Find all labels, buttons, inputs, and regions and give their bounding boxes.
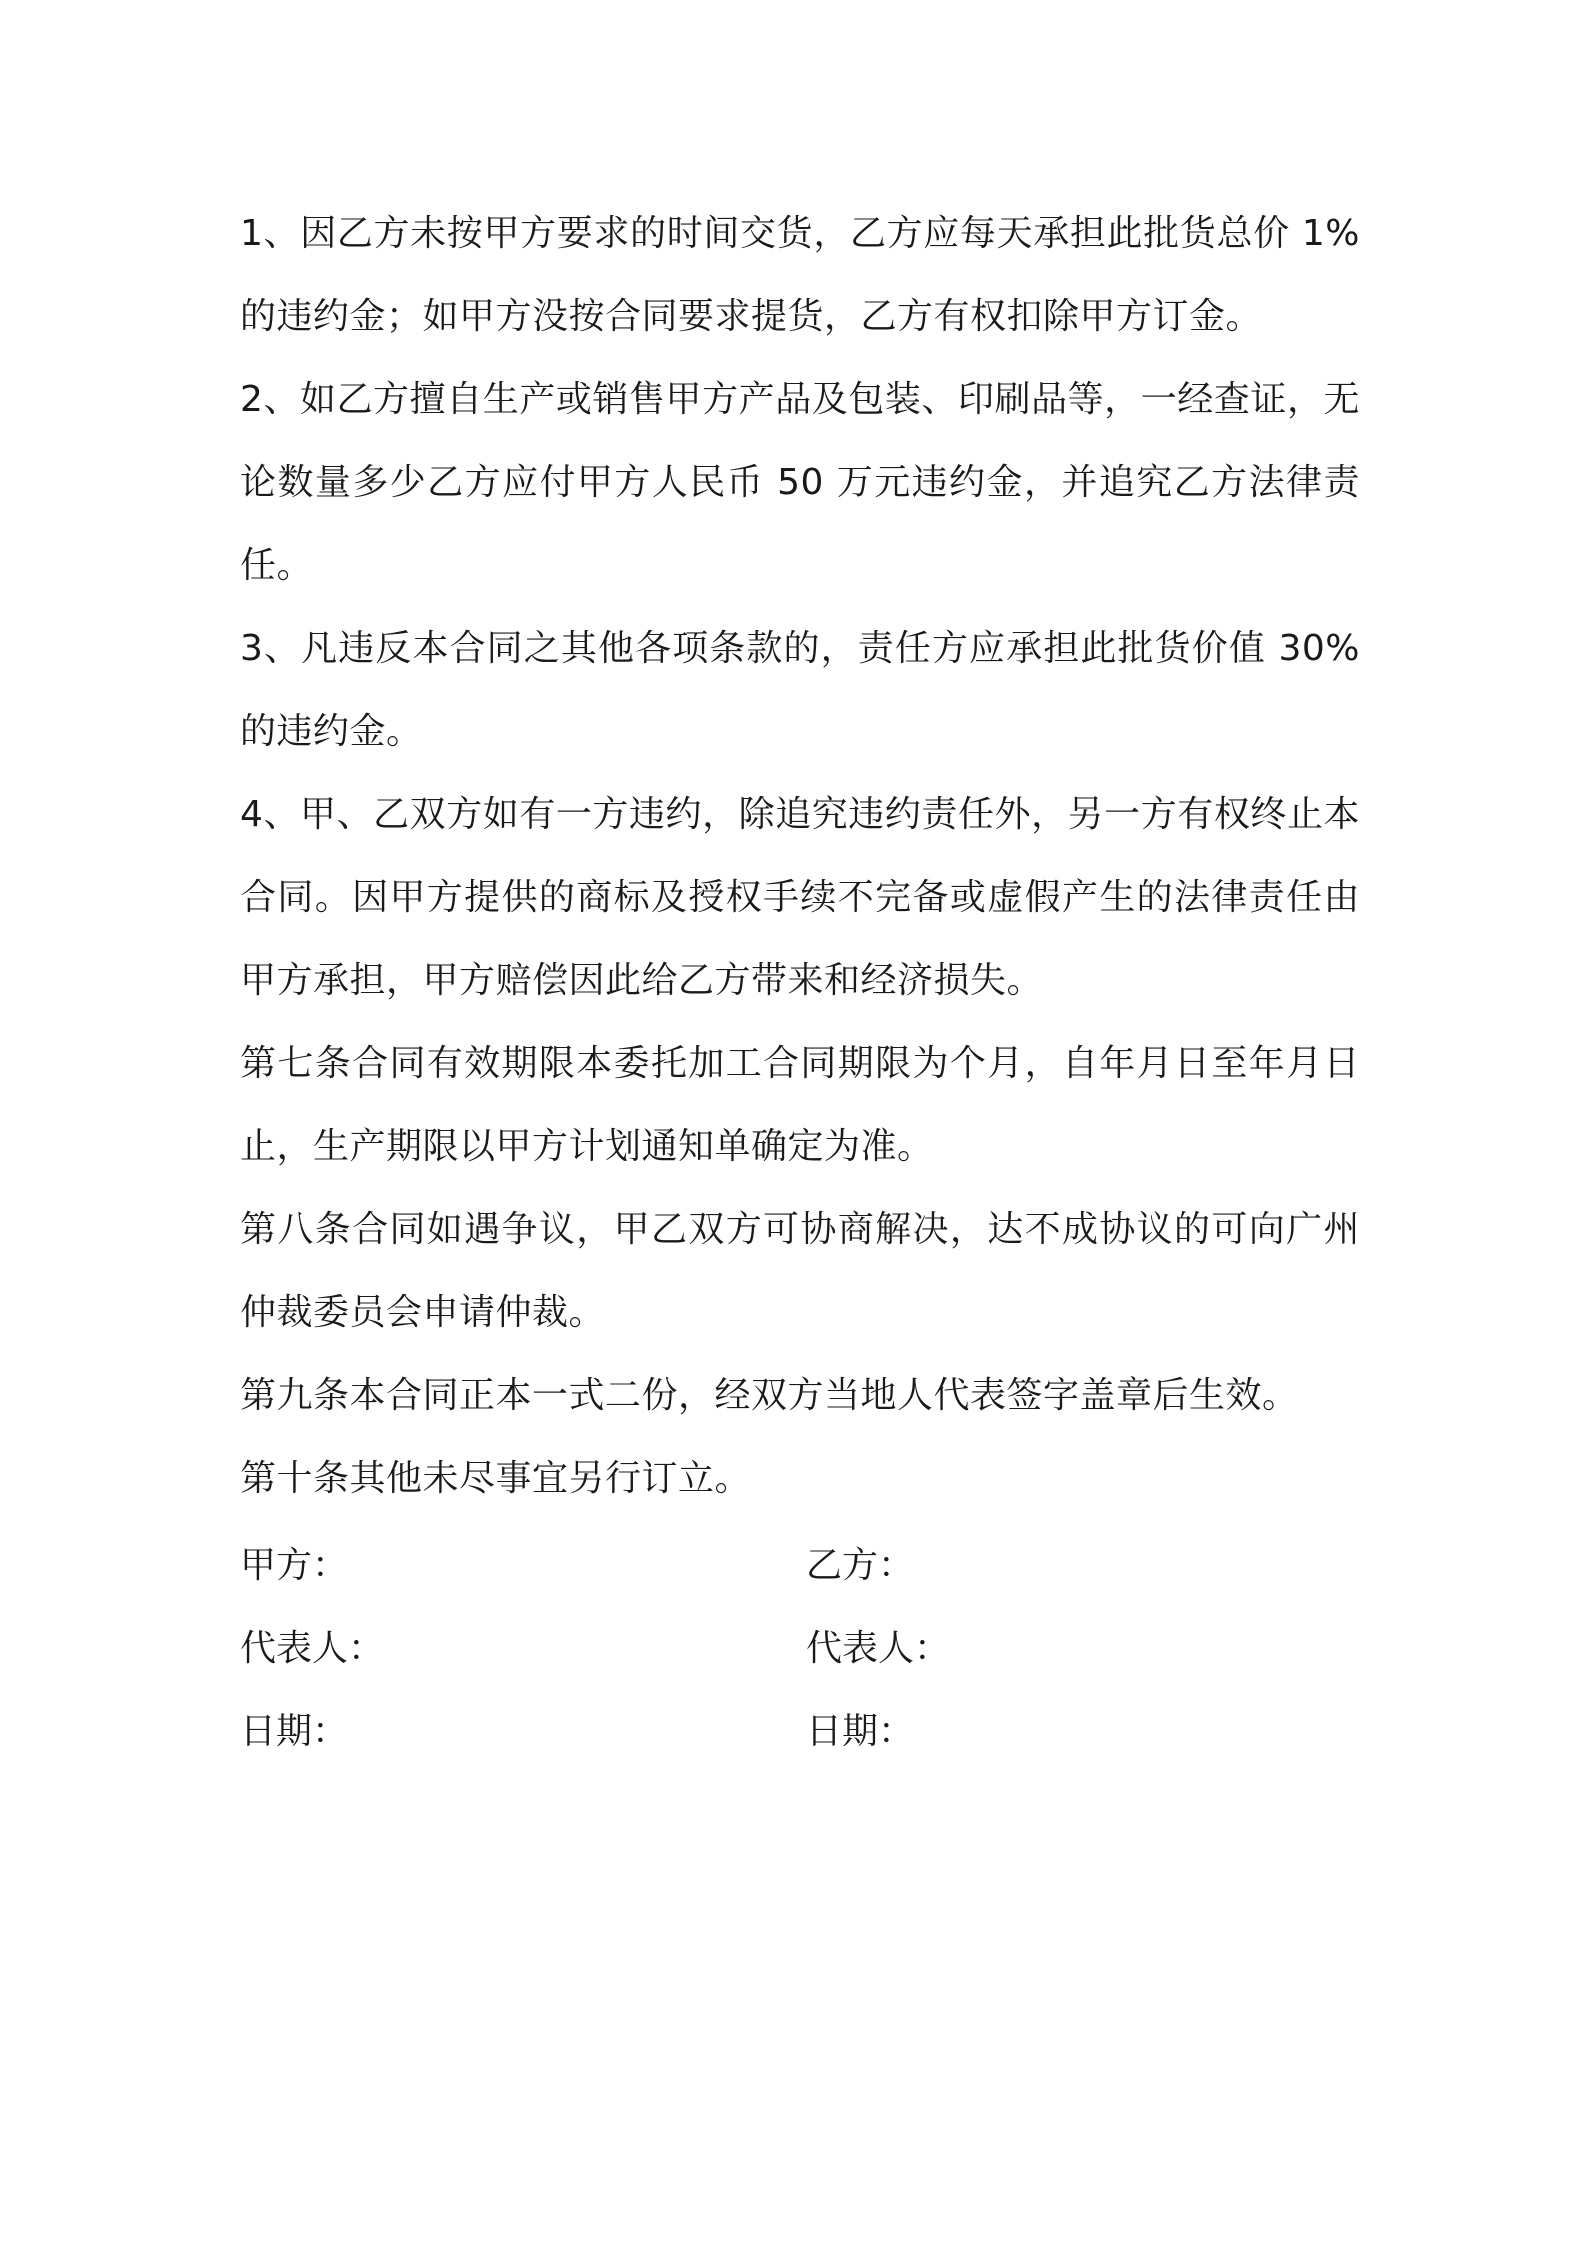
article-10-other-matters: 第十条其他未尽事宜另行订立。 bbox=[240, 1458, 752, 1499]
signature-row-representative bbox=[240, 1607, 1360, 1690]
party-b-date-label: 日期： bbox=[806, 1711, 915, 1752]
clause-penalty-other-breach: 3、凡违反本合同之其他各项条款的，责任方应承担此批货价值 30%的违约金。 bbox=[240, 628, 1360, 752]
party-a-date-label: 日期： bbox=[240, 1711, 349, 1752]
clause-termination-right: 4、甲、乙双方如有一方违约，除追究违约责任外，另一方有权终止本合同。因甲方提供的商标及授权手续不完备或虚假产生的法律责任由甲方承担，甲方赔偿因此给乙方带来和经济损失。 bbox=[240, 794, 1360, 1001]
article-9-copies-effectiveness: 第九条本合同正本一式二份，经双方当地人代表签字盖章后生效。 bbox=[240, 1375, 1299, 1416]
party-b-label: 乙方： bbox=[806, 1545, 915, 1586]
article-8-dispute-resolution: 第八条合同如遇争议，甲乙双方可协商解决，达不成协议的可向广州仲裁委员会申请仲裁。 bbox=[240, 1209, 1360, 1333]
party-b-representative-label: 代表人： bbox=[806, 1628, 951, 1669]
clause-penalty-unauthorized-production: 2、如乙方擅自生产或销售甲方产品及包装、印刷品等，一经查证，无论数量多少乙方应付甲方人民币 50 万元违约金，并追究乙方法律责任。 bbox=[240, 379, 1360, 586]
party-a-representative-label: 代表人： bbox=[240, 1628, 385, 1669]
signature-block bbox=[240, 1524, 1360, 1773]
signature-row-party bbox=[240, 1524, 1360, 1607]
article-7-validity-period: 第七条合同有效期限本委托加工合同期限为个月，自年月日至年月日止，生产期限以甲方计划通知单确定为准。 bbox=[240, 1043, 1360, 1167]
contract-body bbox=[240, 192, 1360, 1520]
party-a-label: 甲方： bbox=[240, 1545, 349, 1586]
clause-penalty-late-delivery: 1、因乙方未按甲方要求的时间交货，乙方应每天承担此批货总价 1%的违约金；如甲方没按合同要求提货，乙方有权扣除甲方订金。 bbox=[240, 213, 1360, 337]
signature-row-date bbox=[240, 1690, 1360, 1773]
